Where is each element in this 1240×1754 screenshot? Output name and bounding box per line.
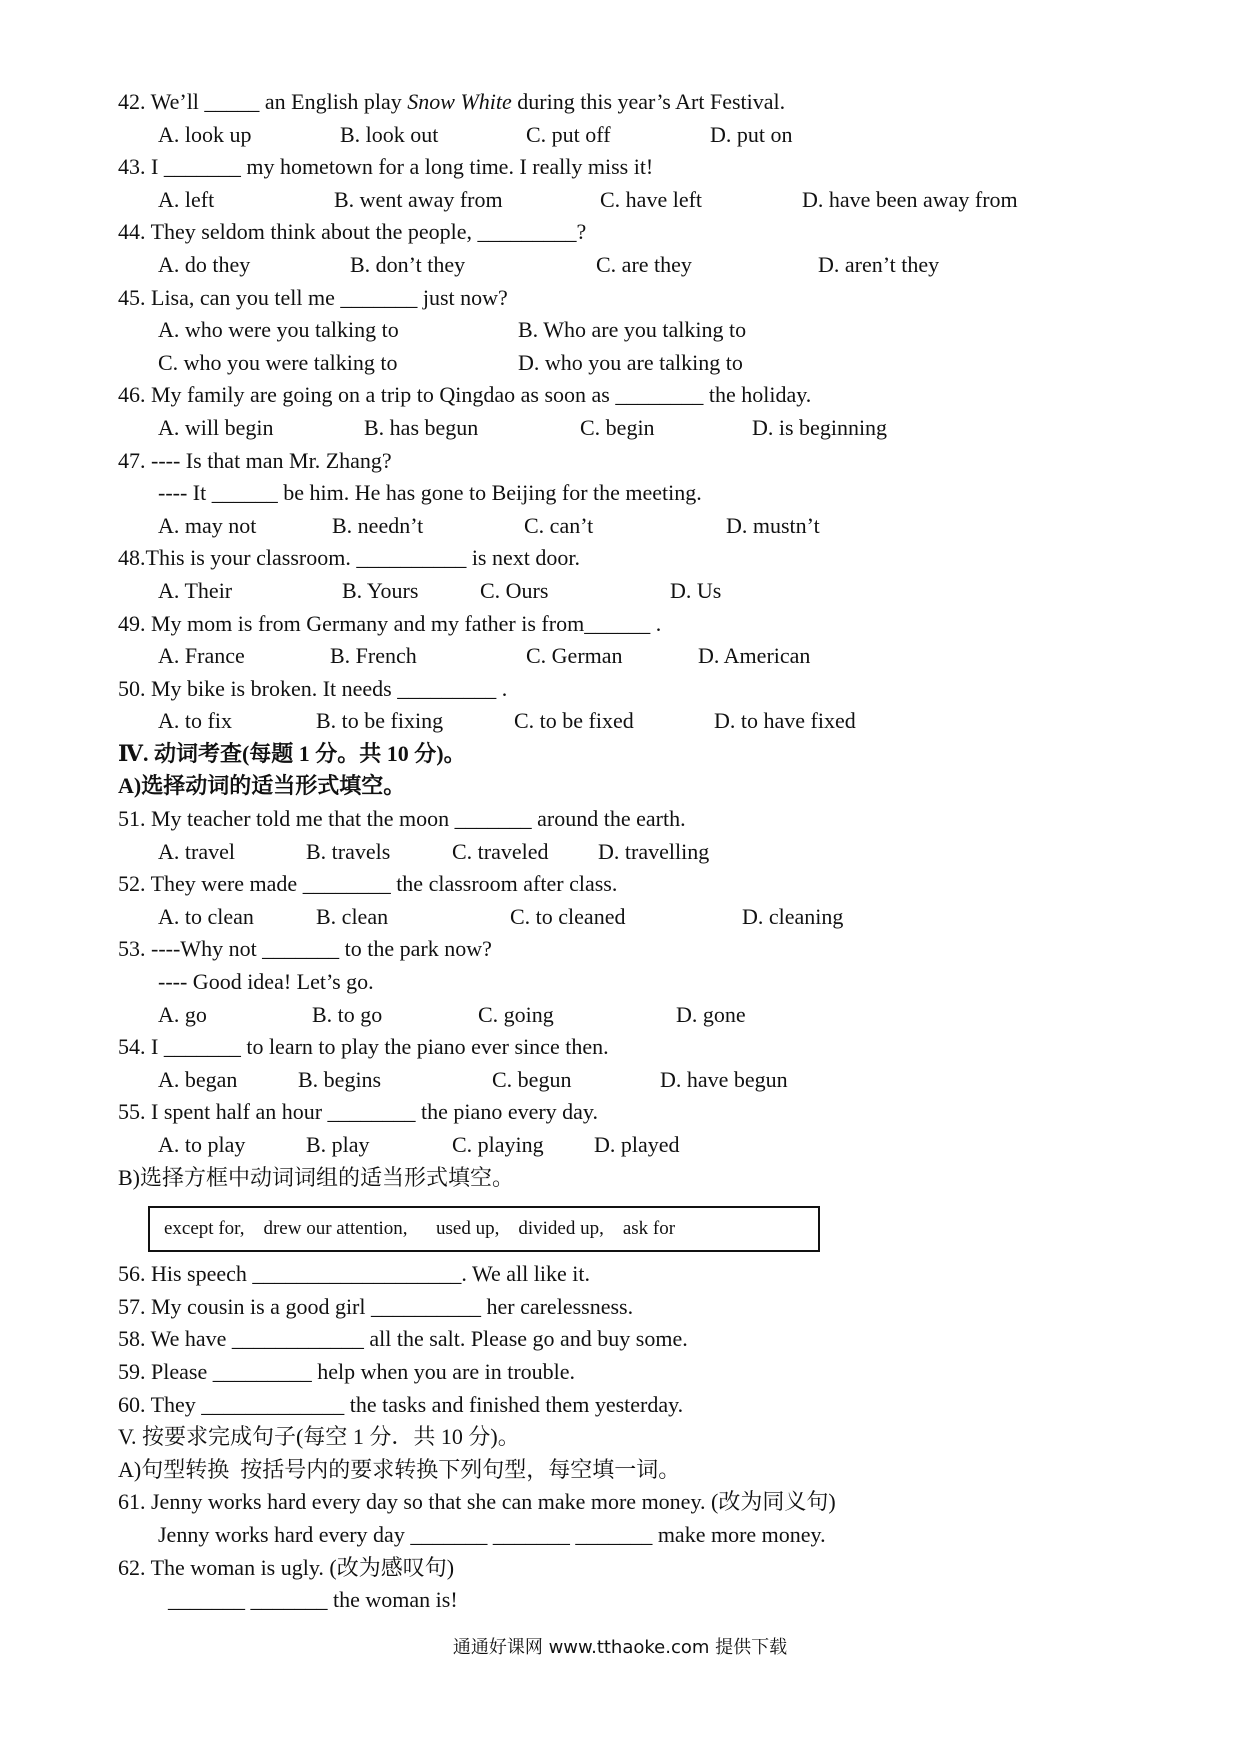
option[interactable]: C. can’t <box>524 512 594 538</box>
option[interactable]: B. Who are you talking to <box>518 317 747 343</box>
question-50-stem: 50. My bike is broken. It needs _________ . <box>118 675 508 701</box>
question-62-stem: 62. The woman is ugly. (改为感叹句) <box>118 1554 455 1580</box>
question-45-options-row2 <box>118 347 1128 380</box>
fill-question-59: 59. Please _________ help when you are in trouble. <box>118 1358 576 1384</box>
option[interactable]: C. begun <box>492 1066 572 1092</box>
section-4-part-a: A)选择动词的适当形式填空。 <box>118 773 406 799</box>
question-46-stem: 46. My family are going on a trip to Qingdao as soon as ________ the holiday. <box>118 382 812 408</box>
option[interactable]: D. mustn’t <box>726 512 820 538</box>
question-61-answer-line: Jenny works hard every day _______ _______ _______ make more money. <box>158 1521 826 1547</box>
option[interactable]: C. traveled <box>452 838 549 864</box>
page-footer: 通通好课网 www.tthaoke.com 提供下载 <box>452 1637 788 1658</box>
fill-question-57: 57. My cousin is a good girl __________ her carelessness. <box>118 1293 634 1319</box>
option[interactable]: B. play <box>306 1132 370 1157</box>
option[interactable]: D. American <box>698 643 811 669</box>
option[interactable]: B. needn’t <box>332 512 424 538</box>
option[interactable]: C. begin <box>580 414 655 440</box>
option[interactable]: C. have left <box>600 186 703 212</box>
option[interactable]: A. travel <box>158 838 235 864</box>
option[interactable]: B. French <box>330 643 417 669</box>
option[interactable]: D. put on <box>710 121 793 147</box>
option[interactable]: D. is beginning <box>752 414 888 440</box>
fill-question-60: 60. They _____________ the tasks and finished them yesterday. <box>118 1391 684 1417</box>
question-44-stem: 44. They seldom think about the people, _________? <box>118 219 587 245</box>
option[interactable]: B. to go <box>312 1001 383 1027</box>
question-47-options <box>118 510 1128 543</box>
option[interactable]: A. Their <box>158 577 233 603</box>
option[interactable]: A. began <box>158 1066 238 1092</box>
option[interactable]: A. who were you talking to <box>158 317 399 343</box>
option[interactable]: C. going <box>478 1001 554 1027</box>
option[interactable]: B. to be fixing <box>316 708 444 734</box>
option[interactable]: B. Yours <box>342 577 419 603</box>
question-42-stem: 42. We’ll _____ an English play Snow White during this year’s Art Festival. <box>118 89 786 114</box>
question-51-options <box>118 836 1128 869</box>
question-47-stem: 47. ---- Is that man Mr. Zhang? <box>118 447 392 473</box>
option[interactable]: A. to clean <box>158 903 254 929</box>
option[interactable]: A. left <box>158 186 215 212</box>
option[interactable]: B. clean <box>316 903 389 929</box>
question-50-options <box>118 705 1128 738</box>
option[interactable]: B. travels <box>306 838 391 864</box>
option[interactable]: D. have begun <box>660 1066 788 1092</box>
option[interactable]: C. who you were talking to <box>158 349 398 375</box>
option[interactable]: D. cleaning <box>742 903 844 929</box>
question-47-stem-reply: ---- It ______ be him. He has gone to Beijing for the meeting. <box>158 480 702 506</box>
option[interactable]: B. went away from <box>334 186 503 212</box>
exam-page <box>118 86 1128 1617</box>
option[interactable]: A. look up <box>158 121 252 147</box>
option[interactable]: C. are they <box>596 251 692 277</box>
option[interactable]: A. do they <box>158 251 251 277</box>
question-52-stem: 52. They were made ________ the classroom after class. <box>118 871 618 897</box>
question-49-options <box>118 640 1128 673</box>
question-46-options <box>118 412 1128 445</box>
question-48-options <box>118 575 1128 608</box>
option[interactable]: B. has begun <box>364 414 479 440</box>
option[interactable]: A. France <box>158 643 245 669</box>
question-43-options <box>118 184 1128 217</box>
section-4-part-b: B)选择方框中动词词组的适当形式填空。 <box>118 1164 515 1190</box>
option[interactable]: D. aren’t they <box>818 251 940 277</box>
option[interactable]: D. to have fixed <box>714 708 856 734</box>
question-48-stem: 48.This is your classroom. __________ is next door. <box>118 545 580 571</box>
option[interactable]: A. may not <box>158 512 257 538</box>
option[interactable]: C. to be fixed <box>514 708 634 734</box>
question-44-options <box>118 249 1128 282</box>
option[interactable]: D. Us <box>670 577 722 603</box>
option[interactable]: D. gone <box>676 1001 746 1027</box>
question-49-stem: 49. My mom is from Germany and my father is from______ . <box>118 610 662 636</box>
question-62-answer-line: _______ _______ the woman is! <box>168 1587 458 1613</box>
question-45-options-row1 <box>118 314 1128 347</box>
option[interactable]: A. go <box>158 1001 207 1027</box>
option[interactable]: A. to fix <box>158 708 232 734</box>
option[interactable]: C. to cleaned <box>510 903 626 929</box>
option[interactable]: D. have been away from <box>802 186 1018 212</box>
question-55-stem: 55. I spent half an hour ________ the piano every day. <box>118 1099 599 1125</box>
option[interactable]: D. who you are talking to <box>518 349 743 375</box>
question-54-stem: 54. I _______ to learn to play the piano ever since then. <box>118 1034 609 1060</box>
option[interactable]: A. to play <box>158 1132 246 1157</box>
option[interactable]: B. look out <box>340 121 439 147</box>
option[interactable]: A. will begin <box>158 414 274 440</box>
option[interactable]: D. travelling <box>598 838 710 864</box>
option[interactable]: B. don’t they <box>350 251 466 277</box>
option[interactable]: C. Ours <box>480 577 549 603</box>
question-54-options <box>118 1064 1128 1097</box>
question-52-options <box>118 901 1128 934</box>
option[interactable]: C. German <box>526 643 623 669</box>
option[interactable]: B. begins <box>298 1066 382 1092</box>
question-53-stem: 53. ----Why not _______ to the park now? <box>118 936 492 962</box>
fill-question-58: 58. We have ____________ all the salt. Please go and buy some. <box>118 1326 688 1352</box>
question-45-stem: 45. Lisa, can you tell me _______ just now? <box>118 284 508 310</box>
section-5-title: V. 按要求完成句子(每空 1 分．共 10 分)。 <box>118 1424 520 1450</box>
section-4-title: Ⅳ. 动词考查(每题 1 分。共 10 分)。 <box>118 740 466 766</box>
section-5-part-a: A)句型转换 按括号内的要求转换下列句型，每空填一词。 <box>118 1456 681 1482</box>
fill-question-56: 56. His speech ___________________. We all like it. <box>118 1261 590 1287</box>
question-43-stem: 43. I _______ my hometown for a long time. I really miss it! <box>118 154 654 180</box>
question-53-options <box>118 999 1128 1032</box>
question-53-stem-reply: ---- Good idea! Let’s go. <box>158 969 374 995</box>
question-55-options <box>118 1129 1128 1162</box>
option[interactable]: D. played <box>594 1132 680 1157</box>
option[interactable]: C. playing <box>452 1132 544 1157</box>
question-51-stem: 51. My teacher told me that the moon _______ around the earth. <box>118 806 686 832</box>
word-bank-box: except for, drew our attention, used up, divided up, ask for <box>148 1206 820 1252</box>
question-61-stem: 61. Jenny works hard every day so that she can make more money. (改为同义句) <box>118 1489 836 1515</box>
option[interactable]: C. put off <box>526 121 611 147</box>
question-42-options <box>118 119 1128 152</box>
